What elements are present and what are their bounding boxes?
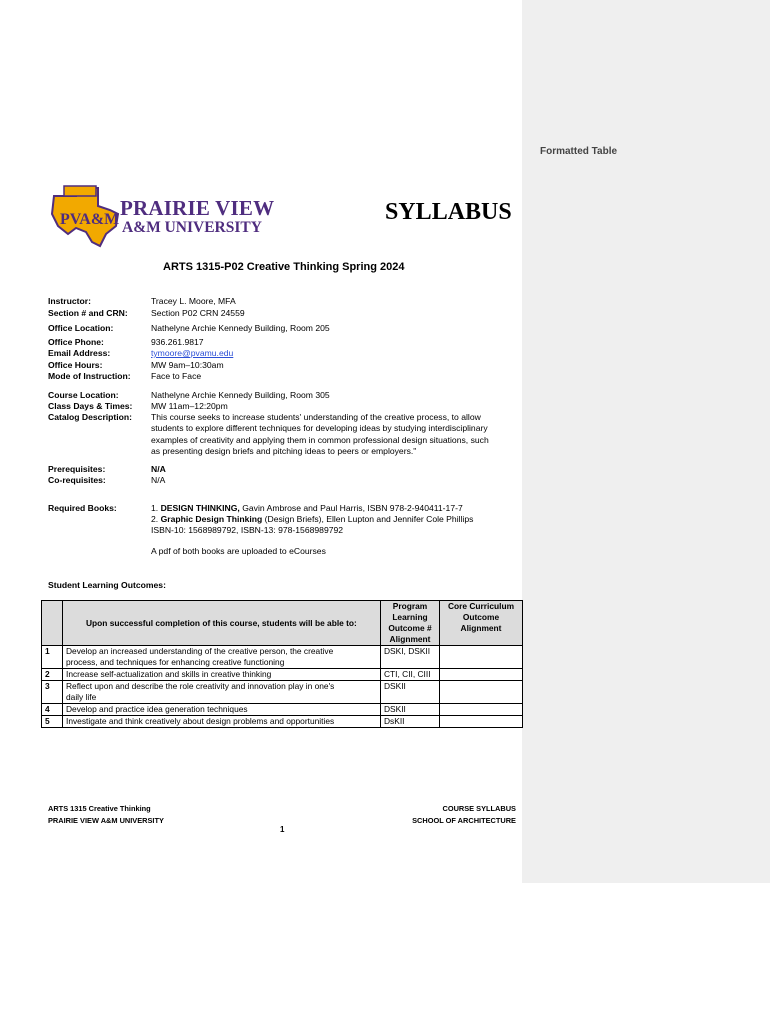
row-outcome-line: Reflect upon and describe the role creativity and innovation play in one's [66, 681, 335, 691]
mode-value: Face to Face [151, 371, 202, 381]
row-outcome [63, 681, 381, 704]
course-heading: ARTS 1315-P02 Creative Thinking Spring 2024 [163, 261, 405, 273]
book-2-details: (Design Briefs), Ellen Lupton and Jennifer Cole Phillips [264, 514, 474, 524]
comment-sidebar [522, 0, 770, 883]
coreq-label: Co-requisites: [48, 475, 106, 485]
office-hours-label: Office Hours: [48, 360, 103, 370]
row-outcome-line: process, and techniques for enhancing creative functioning [66, 657, 285, 667]
row-core [440, 716, 523, 728]
row-num: 5 [42, 716, 63, 728]
book-1 [151, 503, 521, 515]
book-2-num: 2. [151, 514, 159, 524]
book-1-num: 1. [151, 503, 159, 513]
logo-line2: A&M UNIVERSITY [122, 219, 262, 236]
email-label: Email Address: [48, 348, 111, 358]
prereq-value: N/A [151, 464, 166, 474]
books-note: A pdf of both books are uploaded to eCourses [151, 546, 326, 556]
catalog-line-1: This course seeks to increase students' understanding of the creative process, to allow [151, 412, 481, 422]
class-days-label: Class Days & Times: [48, 401, 133, 411]
table-row [42, 704, 523, 716]
catalog-label: Catalog Description: [48, 412, 133, 422]
row-num: 1 [42, 646, 63, 669]
row-num: 2 [42, 669, 63, 681]
books-label: Required Books: [48, 503, 117, 513]
row-outcome [63, 669, 381, 681]
row-core [440, 704, 523, 716]
office-location-value: Nathelyne Archie Kennedy Building, Room 205 [151, 323, 330, 333]
row-outcome-line: Investigate and think creatively about design problems and opportunities [66, 716, 335, 726]
prereq-label: Prerequisites: [48, 464, 106, 474]
footer-school: SCHOOL OF ARCHITECTURE [412, 816, 516, 825]
instructor-label: Instructor: [48, 296, 91, 306]
header-num-cell [42, 601, 63, 646]
header-core-line: Outcome [462, 612, 500, 622]
footer-right [412, 803, 516, 827]
header-plo [381, 601, 440, 646]
row-outcome [63, 646, 381, 669]
table-header-row [42, 601, 523, 646]
header-core [440, 601, 523, 646]
book-1-title: DESIGN THINKING, [160, 503, 240, 513]
class-days-value: MW 11am–12:20pm [151, 401, 228, 411]
book-2-title: Graphic Design Thinking [160, 514, 263, 524]
header-core-line: Alignment [460, 623, 502, 633]
office-hours-value: MW 9am–10:30am [151, 360, 224, 370]
row-plo: DSKII [381, 681, 440, 704]
logo-monogram: PVA&M [60, 211, 120, 228]
instructor-value: Tracey L. Moore, MFA [151, 296, 236, 306]
section-label: Section # and CRN: [48, 308, 128, 318]
table-row [42, 646, 523, 669]
header-outcome: Upon successful completion of this course, students will be able to: [63, 601, 381, 646]
email-link[interactable]: tymoore@pvamu.edu [151, 348, 234, 358]
row-outcome-line: Develop and practice idea generation techniques [66, 704, 248, 714]
row-plo: CTI, CII, CIII [381, 669, 440, 681]
book-2 [151, 514, 521, 526]
course-location-value: Nathelyne Archie Kennedy Building, Room 305 [151, 390, 330, 400]
footer-course: ARTS 1315 Creative Thinking [48, 804, 151, 813]
header-plo-line: Alignment [389, 634, 431, 644]
row-plo: DSKI, DSKII [381, 646, 440, 669]
row-outcome-line: Develop an increased understanding of the creative person, the creative [66, 646, 334, 656]
row-outcome-line: daily life [66, 692, 97, 702]
row-core [440, 681, 523, 704]
coreq-value: N/A [151, 475, 166, 485]
row-num: 4 [42, 704, 63, 716]
row-plo: DsKII [381, 716, 440, 728]
header-plo-line: Outcome # [388, 623, 432, 633]
logo-line1: PRAIRIE VIEW [120, 196, 275, 220]
row-num: 3 [42, 681, 63, 704]
header-plo-line: Program [392, 601, 428, 611]
learning-outcomes-table [41, 600, 523, 728]
footer-doc-type: COURSE SYLLABUS [442, 804, 516, 813]
row-outcome-line: Increase self-actualization and skills in creative thinking [66, 669, 272, 679]
table-row [42, 681, 523, 704]
footer-left [48, 803, 164, 827]
section-value: Section P02 CRN 24559 [151, 308, 245, 318]
row-outcome [63, 704, 381, 716]
page-number: 1 [280, 825, 285, 834]
office-phone-value: 936.261.9817 [151, 337, 204, 347]
book-1-details: Gavin Ambrose and Paul Harris, ISBN 978-2-940411-17-7 [242, 503, 463, 513]
office-phone-label: Office Phone: [48, 337, 104, 347]
mode-label: Mode of Instruction: [48, 371, 131, 381]
table-row [42, 716, 523, 728]
catalog-line-3: examples of creativity and applying them in common professional design situations, such [151, 435, 489, 445]
row-plo: DSKII [381, 704, 440, 716]
header-plo-line: Learning [392, 612, 428, 622]
page-title: SYLLABUS [385, 199, 512, 225]
header-core-line: Core Curriculum [447, 601, 515, 611]
catalog-line-2: students to explore different techniques for developing ideas by studying interdisciplinary [151, 423, 488, 433]
row-outcome [63, 716, 381, 728]
slo-heading: Student Learning Outcomes: [48, 580, 166, 590]
book-2-isbn: ISBN-10: 1568989792, ISBN-13: 978-1568989792 [151, 525, 344, 535]
row-core [440, 646, 523, 669]
footer-university: PRAIRIE VIEW A&M UNIVERSITY [48, 816, 164, 825]
formatted-table-comment: Formatted Table [540, 146, 618, 157]
table-row [42, 669, 523, 681]
course-location-label: Course Location: [48, 390, 119, 400]
office-location-label: Office Location: [48, 323, 114, 333]
row-core [440, 669, 523, 681]
catalog-line-4: as presenting design briefs and pitching ideas to peers or employers." [151, 446, 417, 456]
